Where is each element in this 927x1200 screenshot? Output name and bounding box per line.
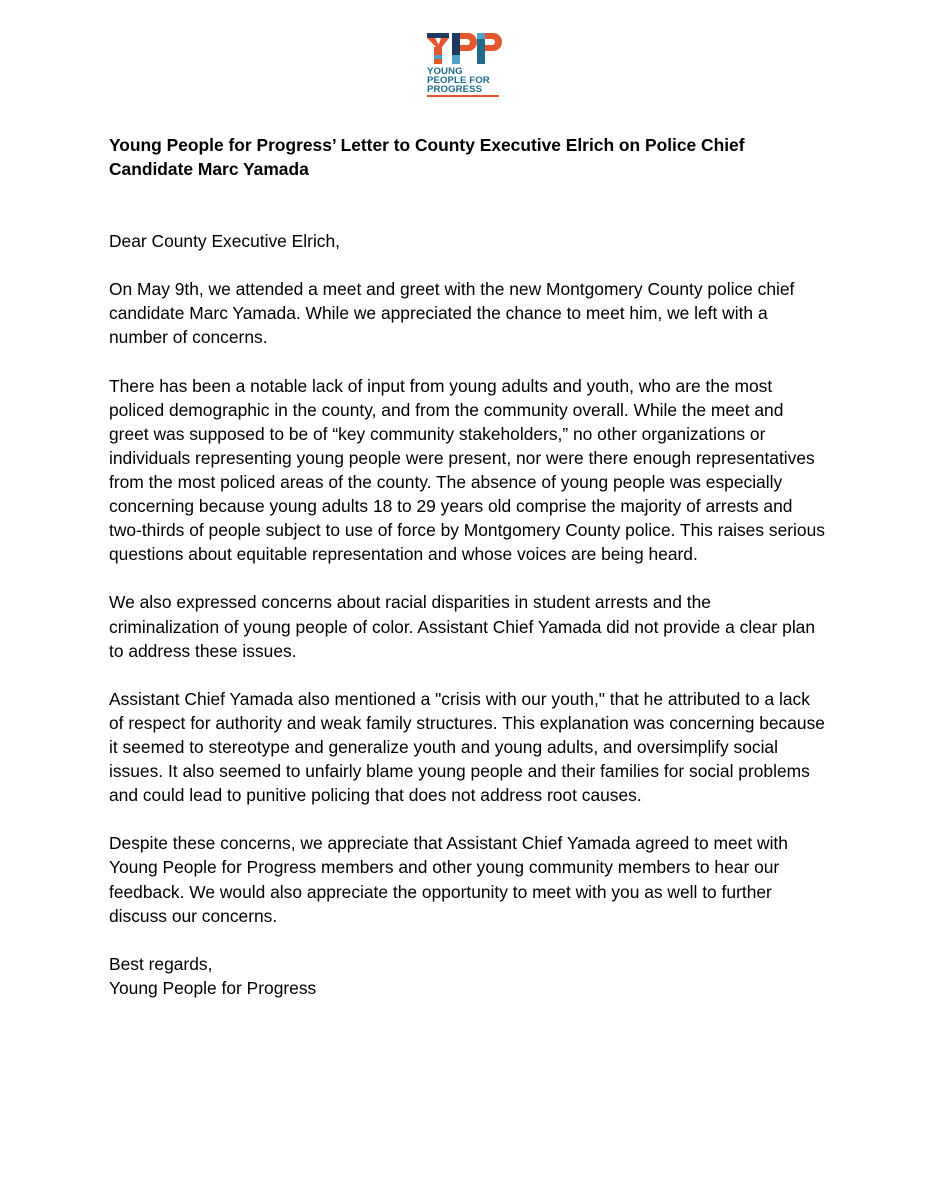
ypp-logo-mark bbox=[426, 31, 502, 67]
ypp-logo bbox=[426, 31, 502, 99]
logo-letter-p2 bbox=[477, 33, 502, 64]
paragraph-meet-and-greet: On May 9th, we attended a meet and greet with the new Montgomery County police chief candidate Marc Yamada. While we appreciated the chance to meet him, we left with a number of concerns. bbox=[109, 279, 795, 348]
closing: Best regards, bbox=[109, 953, 213, 974]
logo-text-progress: PROGRESS bbox=[427, 84, 483, 95]
logo-text-people-for: PEOPLE FOR bbox=[427, 75, 490, 86]
logo-underline bbox=[427, 95, 499, 97]
letter-body bbox=[109, 229, 825, 1000]
signature: Young People for Progress bbox=[109, 977, 317, 998]
paragraph-despite-concerns: Despite these concerns, we appreciate that Assistant Chief Yamada agreed to meet with Young People for Progress members and other young community members to hear our feedback. We would also appreciate the opportunity to meet with you as well to further discuss our concerns. bbox=[109, 833, 788, 926]
logo-text-young: YOUNG bbox=[427, 66, 463, 77]
logo-letter-p1 bbox=[452, 33, 477, 64]
logo-letter-y bbox=[427, 33, 449, 64]
paragraph-crisis-with-youth: Assistant Chief Yamada also mentioned a "crisis with our youth," that he attributed to a lack of respect for authority and weak family structures. This explanation was concerning because it seemed to stereotype and generalize youth and young adults, and oversimplify social issues. It also seemed to unfairly blame young people and their families for social problems and could lead to punitive policing that does not address root causes. bbox=[109, 688, 825, 806]
salutation: Dear County Executive Elrich, bbox=[109, 231, 341, 251]
letter-title: Young People for Progress’ Letter to County Executive Elrich on Police Chief Candidate Marc Yamada bbox=[109, 135, 745, 179]
paragraph-lack-of-input: There has been a notable lack of input from young adults and youth, who are the most policed demographic in the county, and from the community overall. While the meet and greet was supposed to be of “key community stakeholders,” no other organizations or individuals representing young people were present, nor were there enough representatives from the most policed areas of the county. The absence of young people was especially concerning because young adults 18 to 29 years old comprise the majority of arrests and two-thirds of people subject to use of force by Montgomery County police. This raises serious questions about equitable representation and whose voices are being heard. bbox=[109, 375, 825, 565]
paragraph-racial-disparities: We also expressed concerns about racial disparities in student arrests and the criminalization of young people of color. Assistant Chief Yamada did not provide a clear plan to address these issues. bbox=[109, 592, 816, 661]
